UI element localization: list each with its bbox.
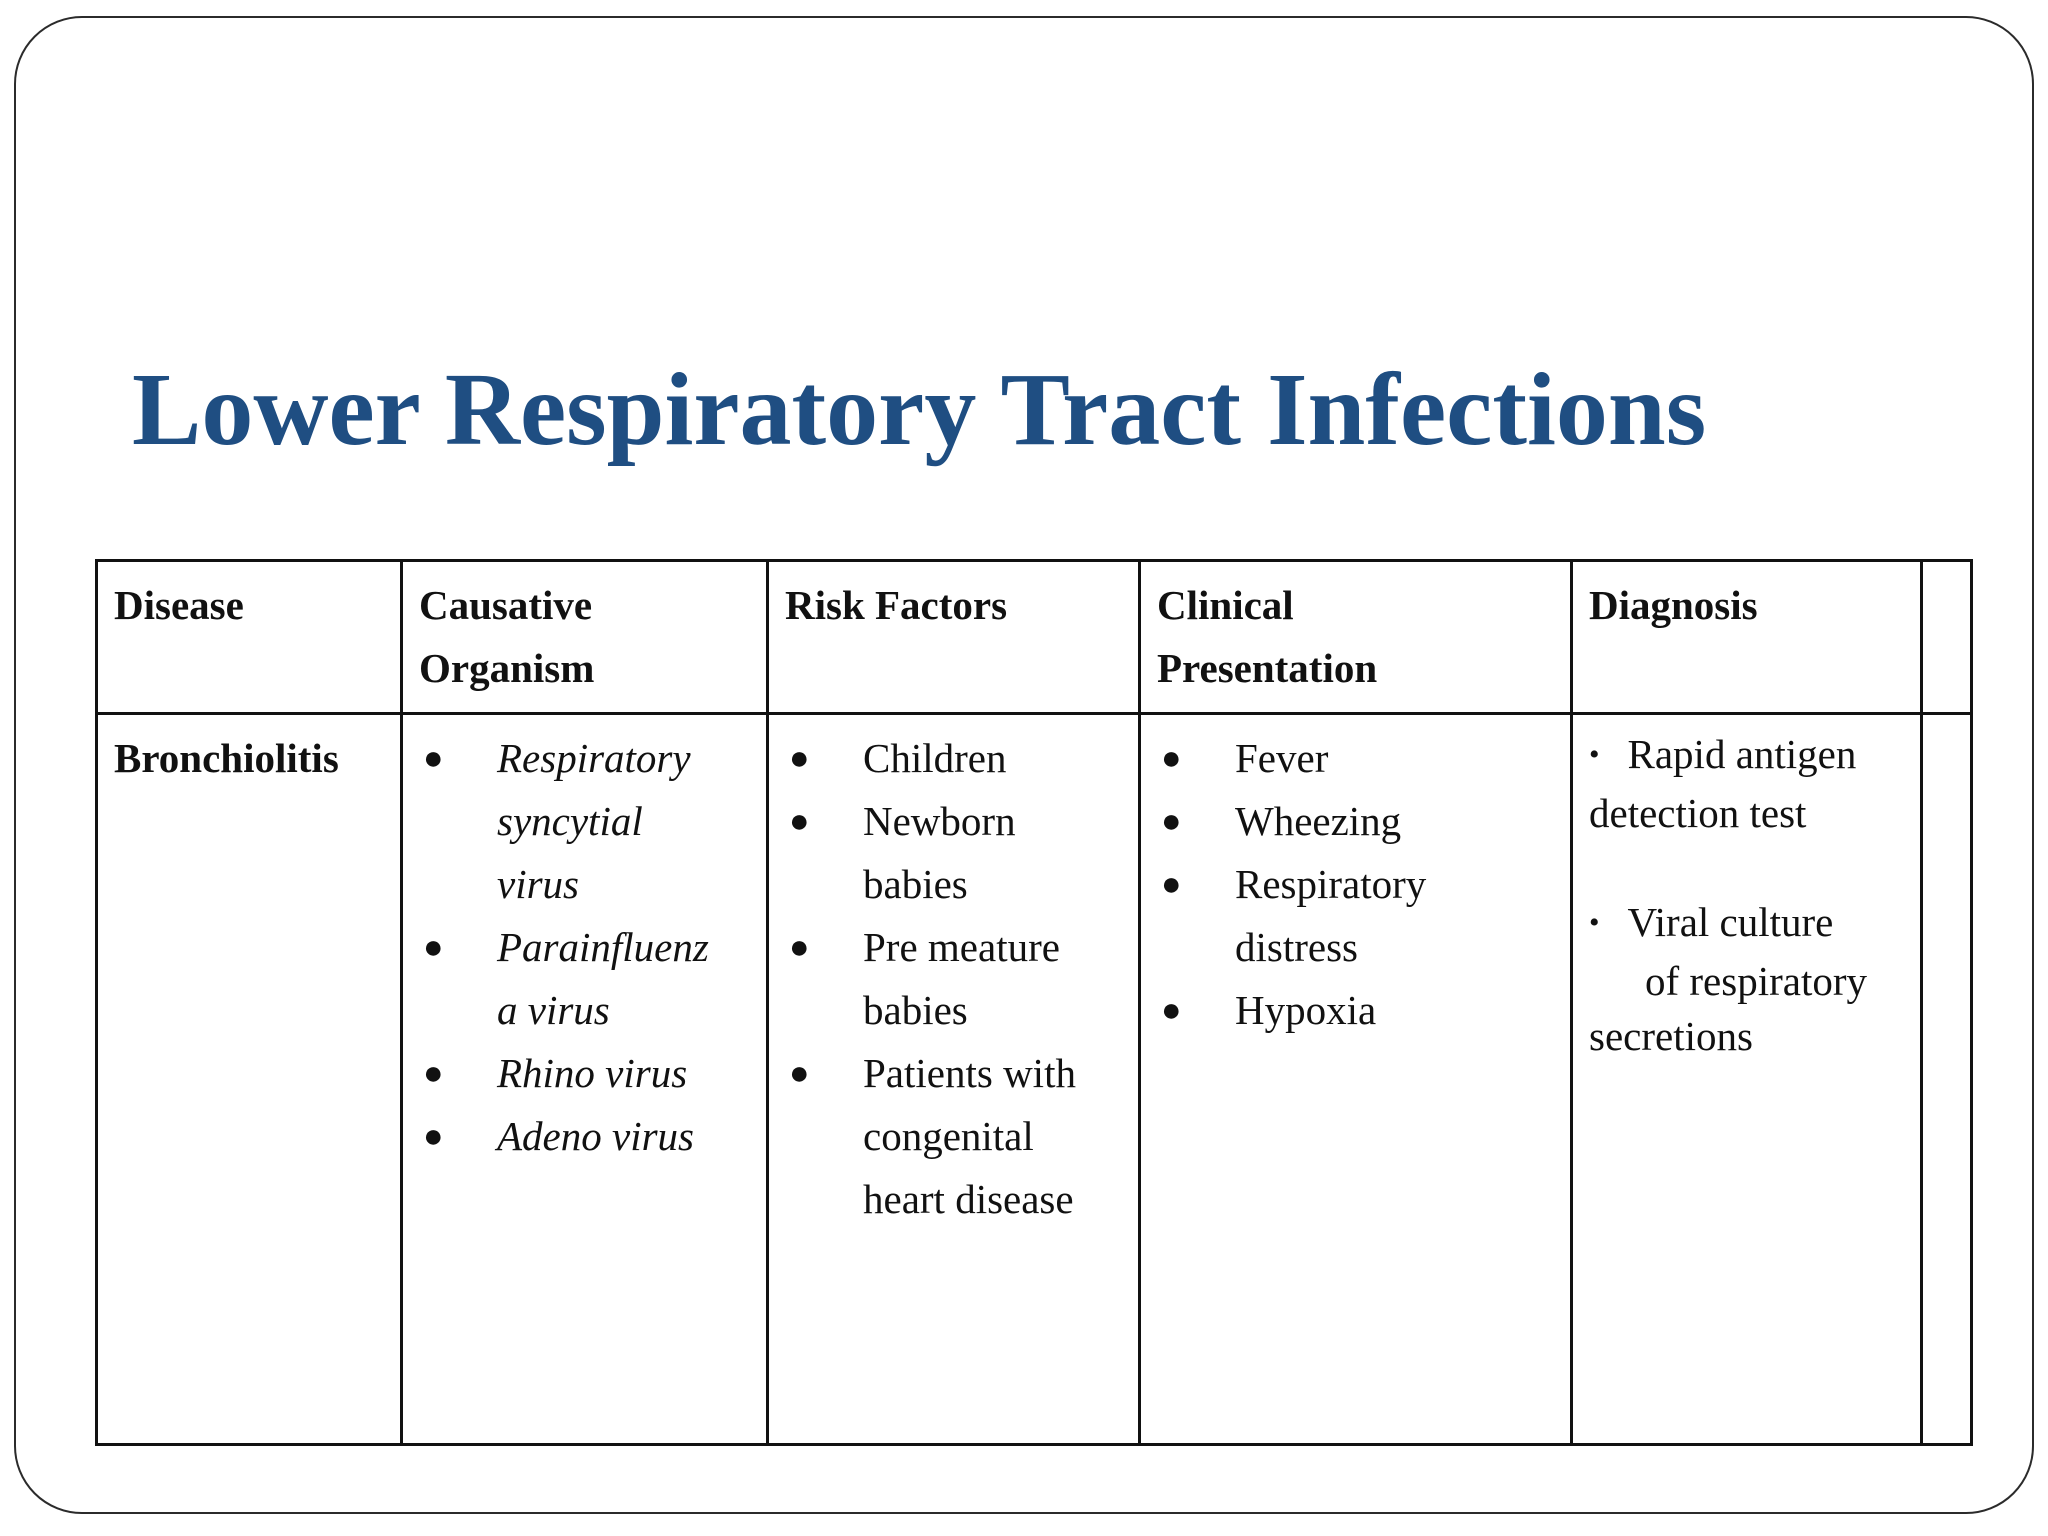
list-item: ● Respiratory syncytial virus [419, 727, 750, 916]
list-item: ● Hypoxia [1157, 979, 1554, 1042]
cell-empty [1922, 714, 1972, 1445]
list-item: • Rapid antigen detection test [1589, 731, 1857, 836]
bullet-icon: ● [789, 803, 810, 840]
diagnosis-list [1589, 727, 1904, 1064]
table-header-row [97, 561, 1972, 714]
bullet-icon: ● [1161, 992, 1182, 1029]
bullet-icon: ● [1161, 866, 1182, 903]
page-title: Lower Respiratory Tract Infections [132, 352, 1707, 467]
table-row [97, 714, 1972, 1445]
risk-factor-list [785, 727, 1122, 1231]
list-item: ● Fever [1157, 727, 1554, 790]
list-item: ● Children [785, 727, 1122, 790]
bullet-icon: ● [789, 929, 810, 966]
disease-table [95, 559, 1973, 1446]
bullet-icon: ● [1161, 740, 1182, 777]
list-item: ● Newborn babies [785, 790, 1122, 916]
bullet-icon: ● [1161, 803, 1182, 840]
header-causative-organism: Causative Organism [402, 561, 768, 714]
list-item: ● Patients with congenital heart disease [785, 1042, 1122, 1231]
cell-diagnosis [1572, 714, 1922, 1445]
bullet-icon: ● [423, 1118, 444, 1155]
list-item: ● Respiratory distress [1157, 853, 1554, 979]
list-item: ● Pre meature babies [785, 916, 1122, 1042]
cell-organisms [402, 714, 768, 1445]
bullet-icon: ● [423, 740, 444, 777]
cell-risk-factors [768, 714, 1140, 1445]
bullet-icon: ● [423, 1055, 444, 1092]
list-item: ● Adeno virus [419, 1105, 750, 1168]
bullet-icon: ● [423, 929, 444, 966]
organism-list [419, 727, 750, 1168]
header-disease: Disease [97, 561, 402, 714]
bullet-icon: ● [789, 1055, 810, 1092]
list-item: • Viral culture of respiratory secretions [1589, 899, 1867, 1059]
cell-disease: Bronchiolitis [97, 714, 402, 1445]
bullet-icon: • [1589, 738, 1600, 771]
header-diagnosis: Diagnosis [1572, 561, 1922, 714]
header-empty-cell [1922, 561, 1972, 714]
header-risk-factors: Risk Factors [768, 561, 1140, 714]
clinical-list [1157, 727, 1554, 1042]
list-item: ● Parainfluenz a virus [419, 916, 750, 1042]
bullet-icon: ● [789, 740, 810, 777]
list-item: ● Wheezing [1157, 790, 1554, 853]
bullet-icon: • [1589, 906, 1600, 939]
list-item: ● Rhino virus [419, 1042, 750, 1105]
header-clinical-presentation: Clinical Presentation [1140, 561, 1572, 714]
cell-clinical [1140, 714, 1572, 1445]
